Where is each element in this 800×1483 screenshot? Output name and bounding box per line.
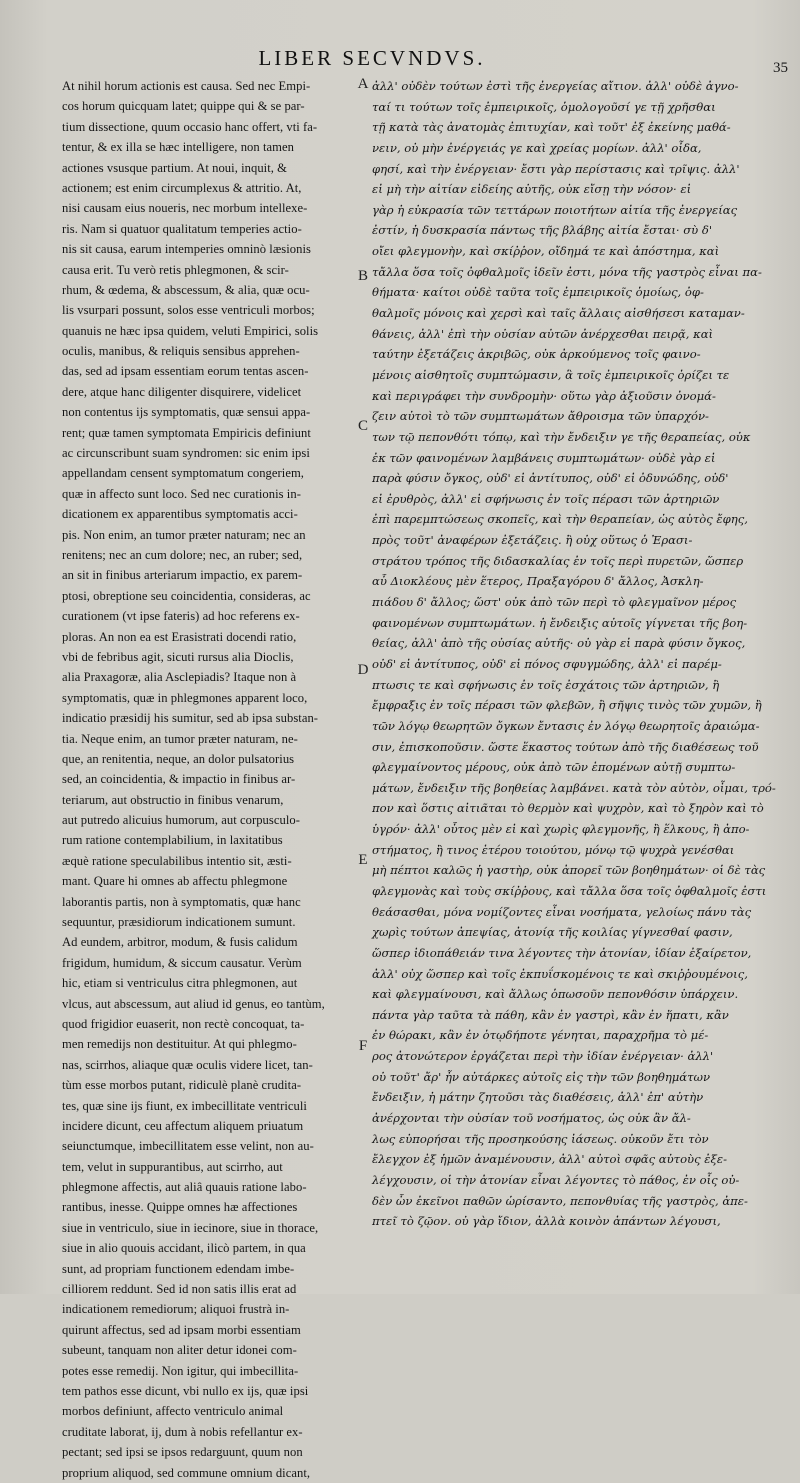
greek-line: ἔνδειξιν, ἡ μάτην ζητοῦσι τὰς διαθέσεις, ἀλλ' ἐπ' αὐτὴν [372,1090,704,1105]
latin-line: nas, scirrhos, aliaque quæ oculis videre licet, tan- [62,1057,313,1072]
latin-line: oculis, manibus, & reliquis sensibus apprehen- [62,344,300,359]
greek-line: πτεῖ τὸ ζῷον. οὐ γὰρ ἴδιον, ἀλλὰ κοινὸν ἁπάντων λέγουσι, [372,1214,721,1229]
latin-line: pectant; sed ipsi se ipsos redarguunt, quum non [62,1445,303,1460]
greek-line: πτωσις τε καὶ σφήνωσις ἐν τοῖς ἐσχάτοις τῶν ἀρτηριῶν, ἢ [372,677,720,692]
latin-line: æquè ratione speculabilibus intentio sit, æsti- [62,853,292,868]
greek-line: φαινομένων συμπτωμάτων. ἡ ἔνδειξις αὐτοῖς γίγνεται τῆς βοη- [372,615,748,630]
latin-line: ac circunscribunt suam syndromen: sic enim ipsi [62,446,310,461]
latin-line: rent; quæ tamen symptomata Empiricis definiunt [62,425,311,440]
latin-line: ploras. An non ea est Erasistrati docendi ratio, [62,629,297,644]
latin-line: laborantis partis, non à symptomatis, quæ hanc [62,894,301,909]
latin-line: rantibus, inesse. Quippe omnes hæ affectiones [62,1200,298,1215]
page-title: LIBER SECVNDVS. [258,46,486,70]
latin-line: tia. Neque enim, an tumor præter naturam, ne- [62,731,298,746]
greek-line: δὲν ὧν ἐκεῖνοι παθῶν ὡρίσαντο, πεπονθυίας τῆς γαστρὸς, ἀπε- [372,1193,748,1208]
latin-line: quanuis ne hæc ipsa quidem, veluti Empirici, solis [62,323,319,338]
greek-line: ἔλεγχον ἐξ ἡμῶν ἀναμένουσιν, ἀλλ' αὐτοὶ σφᾶς αὐτοὺς ἐξε- [372,1152,728,1167]
greek-line: των τῷ πεπονθότι τόπῳ, καὶ τὴν ἔνδειξιν γε τῆς θεραπείας, οὐκ [372,429,751,444]
latin-line: dere, atque hanc diligenter disquirere, videlicet [62,384,302,399]
latin-line: morbos definiunt, affecto ventriculo animal [62,1404,284,1419]
latin-line: aut putredo alicuius humorum, aut corpusculo- [62,813,300,828]
greek-line: μένοις αἰσθητοῖς συμπτώμασιν, ἃ τοῖς ἐμπειρικοῖς ὁρίζει τε [372,367,730,382]
latin-line: tùm esse morbos putant, ridiculè planè crudita- [62,1078,302,1093]
latin-line: rhum, & œdema, & abscessum, & alia, quæ ocu- [62,282,310,297]
greek-line: πον καὶ ὅστις αἰτιᾶται τὸ θερμὸν καὶ ψυχρὸν, καὶ τὸ ξηρὸν καὶ τὸ [372,801,764,816]
greek-line: ὑγρόν· ἀλλ' οὗτος μὲν εἰ καὶ χωρὶς φλεγμονῆς, ἢ ἕλκους, ἢ ἀπο- [372,822,750,837]
latin-line: vlcus, aut abscessum, aut aliud id genus, eo tantùm, [62,996,325,1011]
latin-line: tentur, & ex illa se hæc intelligere, non tamen [62,140,294,155]
latin-line: men remedijs non destituitur. At qui phlegmo- [62,1037,297,1052]
greek-line: πάντα γὰρ ταῦτα τὰ πάθη, κἂν ἐν γαστρὶ, κἂν ἐν ἥπατι, κἂν [372,1007,729,1022]
latin-line: quod frigidior euaserit, non rectè concoquat, ta- [62,1016,305,1031]
latin-line: At nihil horum actionis est causa. Sed nec Empi- [62,79,311,93]
latin-line: mant. Quare hi omnes ab affectu phlegmone [62,874,288,889]
greek-line: λως εὐπορήσαι τῆς προσηκούσης ἰάσεως. οὐκοῦν ἔτι τὸν [372,1131,709,1146]
latin-line: incidere dicunt, ceu affectum aliquem priuatum [62,1118,304,1133]
latin-line: subeunt, tanquam non aliter detur idonei com- [62,1343,297,1358]
latin-line: non contentus ijs symptomatis, quæ sensui appa- [62,405,311,420]
greek-line: φλεγμαίνοντος μέρους, οὐκ ἀπὸ τῶν ἑπομένων αὐτῇ συμπτω- [372,760,736,775]
greek-line: πιάδου δ' ἄλλος; ὥστ' οὐκ ἀπὸ τῶν περὶ τὸ φλεγμαῖνον μέρος [372,595,737,610]
greek-line: φλεγμονὰς καὶ τοὺς σκίῤῥους, καὶ τἄλλα ὅσα τοῖς ὀφθαλμοῖς ἐστι [372,883,767,898]
greek-line: εἰ μὴ τὴν αἰτίαν εἰδείης αὐτῆς, οὐκ εἴσῃ τὴν νόσον· εἰ [372,182,692,197]
greek-line: νειν, οὐ μὴν ἐνέργειάς γε καὶ χρείας μορίων. ἀλλ' οἶδα, [372,140,702,155]
latin-line: phlegmone affectis, aut aliâ quauis ratione labo- [62,1180,307,1195]
greek-column [372,76,776,1232]
greek-line: γὰρ ἡ εὐκρασία τῶν τεττάρων ποιοτήτων αἰτία τῆς ἐνεργείας [372,202,738,217]
latin-line: actionem; est enim circumplexus & attritio. At, [62,180,302,195]
greek-line: οἴει φλεγμονὴν, καὶ σκίῤῥον, οἴδημά τε καὶ ἀπόστημα, καὶ [372,244,720,259]
latin-line: sunt, ad propriam functionem edendam imbe- [62,1261,295,1276]
latin-line: lis vsurpari possunt, solos esse ventriculi morbos; [62,303,315,318]
latin-line: vbi de febribus agit, sicuti rursus alia Dioclis, [62,649,294,664]
greek-line: ρος ἀτονώτερον ἐργάζεται περὶ τὴν ἰδίαν ἐνέργειαν· ἀλλ' [372,1049,714,1064]
latin-line: appellandam censent symptomatum congeriem, [62,466,305,481]
latin-line: seiunctumque, imbecillitatem esse velint, non au- [62,1139,314,1154]
latin-line: dicationem ex apparentibus symptomatis acci- [62,507,298,522]
latin-line: renitens; nec an cum dolore; nec, an ruber; sed, [62,547,303,562]
greek-line: θεάσασθαι, μόνα νομίζοντες εἶναι νοσήματα, γελοίως πάνυ τὰς [372,904,752,919]
latin-line: symptomatis, quæ in phlegmones apparent loco, [62,690,308,705]
latin-line: quirunt affectus, sed ad ipsam morbi essentiam [62,1322,301,1337]
greek-line: σιν, ἐπισκοποῦσιν. ὥστε ἕκαστος τούτων ἀπὸ τῆς διαθέσεως τοῦ [372,739,759,754]
latin-line: tium dissectione, quum occasio hanc offert, vti fa- [62,119,318,134]
latin-line: hic, etiam si ventriculus citra phlegmonen, aut [62,976,298,991]
latin-line: pis. Non enim, an tumor præter naturam; nec an [62,527,306,542]
latin-line: rum ratione contemplabilium, in laxitatibus [62,833,283,848]
latin-line: cos horum quicquam latet; quippe qui & se par- [62,99,305,114]
greek-line: στήματος, ἢ τινος ἑτέρου τοιούτου, μόνῳ τῷ ψυχρὰ γενέσθαι [372,842,735,857]
greek-line: παρὰ φύσιν ὄγκος, οὐδ' εἰ ἀντίτυπος, οὐδ' εἰ ὀδυνώδης, οὐδ' [372,471,729,486]
greek-line: ταύτην ἐξετάζεις ἀκριβῶς, οὐκ ἀρκούμενος τοῖς φαινο- [372,347,701,362]
greek-line: καὶ φλεγμαίνουσι, καὶ ἄλλως ὁπωσοῦν πεπονθόσιν ὑπάρχειν. [372,987,739,1002]
latin-line: ris. Nam si quatuor qualitatum temperies actio- [62,221,302,236]
greek-line: ἀλλ' οὐχ ὥσπερ καὶ τοῖς ἐκπυΐσκομένοις τε καὶ σκιῤῥουμένοις, [372,966,748,981]
margin-letter-a: A [357,76,369,92]
margin-letter-d: D [357,662,369,678]
page-number: 35 [773,60,788,76]
latin-line: alia Praxagoræ, alia Asclepiadis? Itaque non à [62,670,297,685]
greek-line: θαλμοῖς μόνοις καὶ χερσὶ καὶ ταῖς ἄλλαις αἰσθήσεσι καταμαν- [372,306,745,321]
greek-line: ἀνέρχονται τὴν οὐσίαν τοῦ νοσήματος, ὡς οὐκ ἂν ἄλ- [372,1111,691,1126]
greek-line: ἐκ τῶν φαινομένων λαμβάνεις συμπτωμάτων· οὐδὲ γὰρ εἰ [372,450,716,465]
greek-line: ἐν θώρακι, κἂν ἐν ὁτῳδήποτε γένηται, παραχρῆμα τὸ μέ- [372,1028,709,1043]
greek-line: οὐδ' εἰ ἀντίτυπος, οὐδ' εἰ πόνος σφυγμώδης, ἀλλ' εἰ παρέμ- [372,656,722,671]
margin-letter-b: B [357,268,368,284]
latin-line: curationem (vt ipse fateris) ad hoc referens ex- [62,609,300,624]
greek-line: εἰ ἐρυθρὸς, ἀλλ' εἰ σφήνωσις ἐν τοῖς πέρασι τῶν ἀρτηριῶν [372,491,720,506]
latin-line: frigidum, humidum, & siccum causatur. Verùm [62,955,302,970]
margin-letter-c: C [357,418,368,434]
greek-line: θάνεις, ἀλλ' ἐπὶ τὴν οὐσίαν αὐτῶν ἀνέρχεσθαι πειρᾷ, καὶ [372,326,714,341]
latin-line: tem pathos esse dicunt, vbi nullo ex ijs, quæ ipsi [62,1384,309,1398]
greek-line: τἄλλα ὅσα τοῖς ὀφθαλμοῖς ἰδεῖν ἐστι, μόνα τῆς γαστρὸς εἶναι πα- [372,264,762,279]
greek-line: ἔμφραξις ἐν τοῖς πέρασι τῶν φλεβῶν, ἢ σῆψις τινὸς τῶν χυμῶν, ἢ [372,698,762,713]
greek-line: ἐστίν, ἡ δυσκρασία πάντως τῆς βλάβης αἰτία ἔσται· σὺ δ' [372,223,713,238]
margin-letter-f: F [358,1038,368,1054]
latin-line: proprium aliquod, sed commune omnium dicant, [62,1465,311,1480]
latin-line: nis sit causa, earum intemperies omninò læsionis [62,242,311,257]
latin-line: actiones vsusque partium. At noui, inquit, & [62,160,288,175]
greek-line: ἐπὶ παρεμπτώσεως σκοπεῖς, καὶ τὴν θεραπείαν, ὡς αὐτὸς ἔφης, [372,512,748,527]
latin-line: cruditate laborat, ij, dum à nobis refellantur ex- [62,1424,303,1439]
greek-line: ὥσπερ ἰδιοπάθειάν τινα λέγοντες τὴν ἀτονίαν, ἰδίαν ἐξαίρετον, [372,945,752,960]
latin-line: ptosi, obreptione seu coincidentia, consideras, ac [62,588,311,603]
latin-line: indicatio præsidij his sumitur, sed ab ipsa substan- [62,711,319,726]
latin-line: tem, velut in suppurantibus, aut scirrho, aut [62,1159,283,1174]
greek-line: μὴ πέπτοι καλῶς ἡ γαστὴρ, οὐκ ἀπορεῖ τῶν βοηθημάτων· οἱ δὲ τὰς [372,863,766,878]
greek-line: θήματα· καίτοι οὐδὲ ταῦτα τοῖς ἐμπειρικοῖς ὁμοίως, ὀφ- [372,285,704,300]
greek-line: φησί, καὶ τὴν ἐνέργειαν· ἔστι γὰρ περίστασις καὶ τρῖψις. ἀλλ' [372,161,740,176]
greek-line: ταί τι τούτων τοῖς ἐμπειρικοῖς, ὁμολογοῦσί γε τῇ χρῆσθαι [372,99,716,114]
latin-column [62,76,350,1483]
latin-line: indicationem remediorum; aliquoi frustrà in- [62,1302,290,1317]
latin-line: sequuntur, præsidiorum indicationem sumunt. [62,915,296,930]
latin-line: cilliorem reddunt. Sed id non satis illis erat ad [62,1282,297,1297]
greek-line: ἀλλ' οὐδὲν τούτων ἐστὶ τῆς ἐνεργείας αἴτιον. ἀλλ' οὐδὲ ἀγνο- [372,79,739,93]
greek-line: τῇ κατὰ τὰς ἀνατομὰς ἐπιτυχίαν, καὶ τοῦτ' ἐξ ἐκείνης μαθά- [372,120,731,135]
running-header [0,46,800,71]
latin-line: siue in ventriculo, siue in iecinore, siue in thorace, [62,1220,319,1235]
latin-line: tes, quæ sine ijs fiunt, ex imbecillitate ventriculi [62,1098,307,1113]
greek-line: στράτου τρόπος τῆς διδασκαλίας ἐν τοῖς περὶ πυρετῶν, ὥσπερ [372,553,744,568]
greek-line: λέγχουσιν, οἱ τὴν ἀτονίαν εἶναι λέγοντες τὸ πάθος, ἐν οἷς οὐ- [372,1172,740,1187]
latin-line: sed, an coincidentia, & impactio in finibus ar- [62,772,296,787]
latin-line: potes esse remedij. Non igitur, qui imbecillita- [62,1363,299,1378]
greek-line: πρὸς τοῦτ' ἀναφέρων ἐξετάζεις. ἢ οὐχ οὕτως ὁ Ἐρασι- [372,533,693,548]
greek-line: τῶν λόγῳ θεωρητῶν ὄγκων ἔντασις ἐν λόγῳ θεωρητοῖς ἀραιώμα- [372,718,760,733]
latin-line: siue in alio quouis accidant, ilicò partem, in qua [62,1241,306,1256]
greek-line: καὶ περιγράφει τὴν συνδρομὴν· οὕτω γὰρ ἀξιοῦσιν ὀνομά- [372,388,716,403]
latin-line: Ad eundem, arbitror, modum, & fusis calidum [62,935,298,950]
margin-letter-e: E [358,852,368,868]
latin-line: quæ in affecto sunt loco. Sed nec curationis in- [62,486,301,501]
greek-line: οὐ τοῦτ' ἄρ' ἦν αὐτάρκες αὐτοῖς εἰς τὴν τῶν βοηθημάτων [372,1069,711,1084]
latin-line: das, sed ad ipsam essentiam eorum tentas ascen- [62,364,309,379]
latin-line: causa erit. Tu verò retis phlegmonen, & scir- [62,262,289,277]
greek-line: θείας, ἀλλ' ἀπὸ τῆς οὐσίας αὐτῆς· οὐ γὰρ εἰ παρὰ φύσιν ὄγκος, [372,636,746,651]
greek-line: χωρὶς τούτων ἀπεψίας, ἀτονίᾳ τῆς κοιλίας γίγνεσθαί φασιν, [372,925,733,940]
greek-line: μάτων, ἔνδειξιν τῆς βοηθείας λαμβάνει. κατὰ τὸν αὐτὸν, οἶμαι, τρό- [372,780,776,795]
latin-line: que, an renitentia, neque, an dolor pulsatorius [62,751,295,766]
latin-line: nisi causam eius noueris, nec morbum intellexe- [62,201,308,216]
greek-line: ζειν αὐτοὶ τὸ τῶν συμπτωμάτων ἄθροισμα τῶν ὑπαρχόν- [372,409,709,424]
latin-line: teriarum, aut obstructio in finibus venarum, [62,792,284,807]
greek-line: αὖ Διοκλέους μὲν ἕτερος, Πραξαγόρου δ' ἄλλος, Ἀσκλη- [372,574,704,589]
latin-line: an sit in finibus arteriarum impactio, ex parem- [62,568,303,583]
